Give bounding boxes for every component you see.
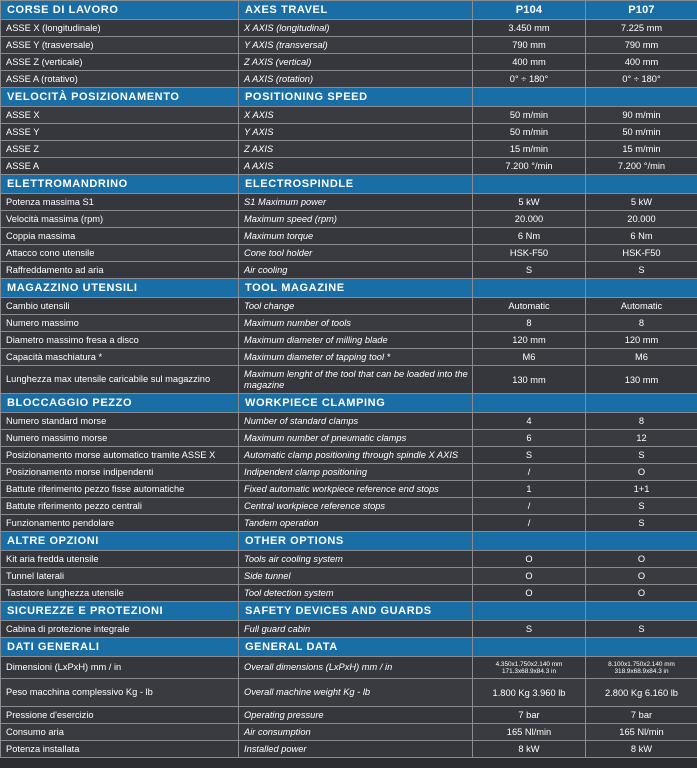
spec-row [1,332,697,349]
cell-label-it: Lunghezza max utensile caricabile sul magazzino [1,366,239,394]
cell-value-p107: 7 bar [586,707,697,724]
cell-label-it: Potenza massima S1 [1,194,239,211]
section-value-p104 [473,88,586,107]
section-value-p107 [586,175,697,194]
cell-label-it: Numero massimo morse [1,430,239,447]
cell-label-en: X AXIS [239,107,473,124]
section-value-p104 [473,638,586,657]
spec-row [1,707,697,724]
spec-row [1,107,697,124]
cell-label-en: Central workpiece reference stops [239,498,473,515]
section-header [1,394,697,413]
cell-value-p104: 20.000 [473,211,586,228]
cell-value-p107: 7.200 °/min [586,158,697,175]
cell-label-en: Automatic clamp positioning through spindle X AXIS [239,447,473,464]
section-header [1,88,697,107]
spec-row [1,194,697,211]
cell-value-p107: HSK-F50 [586,245,697,262]
cell-value-p104: 8 [473,315,586,332]
cell-value-p107: 2.800 Kg 6.160 lb [586,679,697,707]
spec-row [1,245,697,262]
cell-value-p107: 6 Nm [586,228,697,245]
spec-row [1,568,697,585]
cell-label-it: Kit aria fredda utensile [1,551,239,568]
cell-label-en: Tool detection system [239,585,473,602]
spec-row [1,430,697,447]
cell-value-p104: / [473,515,586,532]
cell-value-p104: 3.450 mm [473,20,586,37]
cell-label-en: Maximum number of tools [239,315,473,332]
cell-value-p107: O [586,585,697,602]
spec-row [1,724,697,741]
cell-value-p104: / [473,464,586,481]
cell-label-it: Velocità massima (rpm) [1,211,239,228]
spec-row [1,54,697,71]
cell-label-it: Numero massimo [1,315,239,332]
section-value-p107: P107 [586,1,697,20]
cell-value-p107: Automatic [586,298,697,315]
spec-row [1,211,697,228]
spec-row [1,37,697,54]
cell-value-p104: Automatic [473,298,586,315]
cell-label-en: Z AXIS (vertical) [239,54,473,71]
cell-value-p107: 8 kW [586,741,697,758]
cell-value-p104: O [473,568,586,585]
spec-row [1,413,697,430]
cell-label-it: ASSE A [1,158,239,175]
cell-value-p104: HSK-F50 [473,245,586,262]
spec-row [1,349,697,366]
spec-row [1,262,697,279]
spec-row [1,481,697,498]
cell-label-en: Tool change [239,298,473,315]
cell-value-p104: S [473,621,586,638]
cell-label-it: Raffreddamento ad aria [1,262,239,279]
spec-row [1,741,697,758]
cell-label-en: Cone tool holder [239,245,473,262]
cell-value-p104: 7 bar [473,707,586,724]
cell-label-en: Y AXIS [239,124,473,141]
cell-value-p104: 50 m/min [473,124,586,141]
cell-label-it: Tunnel laterali [1,568,239,585]
cell-label-it: Posizionamento morse indipendenti [1,464,239,481]
cell-label-en: S1 Maximum power [239,194,473,211]
cell-value-p107: 790 mm [586,37,697,54]
spec-row [1,71,697,88]
cell-label-it: ASSE A (rotativo) [1,71,239,88]
cell-value-p104: 165 Nl/min [473,724,586,741]
cell-value-p107: S [586,447,697,464]
cell-label-en: Air cooling [239,262,473,279]
section-header [1,532,697,551]
section-value-p104 [473,279,586,298]
spec-row [1,657,697,679]
spec-row [1,679,697,707]
cell-label-en: Operating pressure [239,707,473,724]
cell-value-p107: 0° ÷ 180° [586,71,697,88]
cell-value-p104: 7.200 °/min [473,158,586,175]
cell-value-p104: S [473,262,586,279]
cell-label-en: Overall machine weight Kg - lb [239,679,473,707]
cell-value-p107: 8.100x1.750x2.140 mm 318.9x68.9x84.3 in [586,657,697,679]
cell-value-p107: S [586,262,697,279]
cell-value-p104: 130 mm [473,366,586,394]
cell-value-p104: 4.350x1.750x2.140 mm 171.3x68.9x84.3 in [473,657,586,679]
section-value-p107 [586,394,697,413]
spec-row [1,585,697,602]
cell-label-en: Number of standard clamps [239,413,473,430]
cell-label-it: ASSE X (longitudinale) [1,20,239,37]
section-label-en: TOOL MAGAZINE [239,279,473,298]
cell-value-p104: 120 mm [473,332,586,349]
section-header [1,1,697,20]
cell-value-p104: S [473,447,586,464]
section-value-p107 [586,602,697,621]
cell-value-p107: 50 m/min [586,124,697,141]
cell-value-p107: 1+1 [586,481,697,498]
cell-label-it: Diametro massimo fresa a disco [1,332,239,349]
spec-row [1,515,697,532]
cell-value-p107: 5 kW [586,194,697,211]
cell-value-p104: 6 Nm [473,228,586,245]
cell-label-it: Capacità maschiatura * [1,349,239,366]
cell-label-it: Cambio utensili [1,298,239,315]
cell-label-it: Attacco cono utensile [1,245,239,262]
cell-label-it: ASSE X [1,107,239,124]
cell-label-en: Maximum diameter of milling blade [239,332,473,349]
cell-value-p104: 1 [473,481,586,498]
section-label-it: BLOCCAGGIO PEZZO [1,394,239,413]
cell-value-p107: 120 mm [586,332,697,349]
cell-label-en: Maximum number of pneumatic clamps [239,430,473,447]
cell-value-p107: 8 [586,315,697,332]
section-label-it: ELETTROMANDRINO [1,175,239,194]
cell-label-en: Side tunnel [239,568,473,585]
cell-value-p104: 50 m/min [473,107,586,124]
section-label-en: POSITIONING SPEED [239,88,473,107]
section-value-p107 [586,532,697,551]
cell-value-p107: 15 m/min [586,141,697,158]
section-label-en: AXES TRAVEL [239,1,473,20]
cell-label-it: Posizionamento morse automatico tramite ASSE X [1,447,239,464]
cell-label-it: Tastatore lunghezza utensile [1,585,239,602]
cell-label-it: Consumo aria [1,724,239,741]
section-value-p107 [586,638,697,657]
cell-value-p107: 165 Nl/min [586,724,697,741]
cell-label-en: Maximum speed (rpm) [239,211,473,228]
cell-label-en: Maximum torque [239,228,473,245]
cell-label-it: Pressione d'esercizio [1,707,239,724]
cell-value-p104: 1.800 Kg 3.960 lb [473,679,586,707]
cell-label-it: Battute riferimento pezzo centrali [1,498,239,515]
cell-label-en: Indipendent clamp positioning [239,464,473,481]
section-value-p104: P104 [473,1,586,20]
cell-value-p104: 0° ÷ 180° [473,71,586,88]
section-header [1,279,697,298]
cell-label-en: Fixed automatic workpiece reference end stops [239,481,473,498]
section-label-en: ELECTROSPINDLE [239,175,473,194]
spec-row [1,298,697,315]
section-header [1,638,697,657]
cell-label-it: Potenza installata [1,741,239,758]
cell-label-it: ASSE Z (verticale) [1,54,239,71]
cell-label-en: Z AXIS [239,141,473,158]
spec-row [1,464,697,481]
cell-label-en: Maximum lenght of the tool that can be loaded into the magazine [239,366,473,394]
spec-row [1,158,697,175]
section-label-en: WORKPIECE CLAMPING [239,394,473,413]
section-label-en: SAFETY DEVICES AND GUARDS [239,602,473,621]
cell-value-p104: 790 mm [473,37,586,54]
spec-row [1,315,697,332]
spec-row [1,20,697,37]
cell-label-it: Cabina di protezione integrale [1,621,239,638]
cell-value-p107: O [586,551,697,568]
section-header [1,175,697,194]
cell-value-p107: S [586,515,697,532]
cell-label-it: ASSE Z [1,141,239,158]
cell-value-p104: 5 kW [473,194,586,211]
cell-label-en: Maximum diameter of tapping tool * [239,349,473,366]
section-label-it: SICUREZZE E PROTEZIONI [1,602,239,621]
cell-label-en: Y AXIS (transversal) [239,37,473,54]
spec-row [1,228,697,245]
cell-label-en: Installed power [239,741,473,758]
cell-label-it: Funzionamento pendolare [1,515,239,532]
cell-value-p107: M6 [586,349,697,366]
cell-value-p104: 6 [473,430,586,447]
spec-row [1,498,697,515]
cell-label-it: Coppia massima [1,228,239,245]
section-value-p104 [473,175,586,194]
spec-row [1,621,697,638]
cell-value-p107: 12 [586,430,697,447]
cell-value-p104: 400 mm [473,54,586,71]
cell-value-p107: O [586,568,697,585]
cell-label-en: X AXIS (longitudinal) [239,20,473,37]
cell-label-en: A AXIS (rotation) [239,71,473,88]
cell-value-p107: 90 m/min [586,107,697,124]
cell-value-p107: 7.225 mm [586,20,697,37]
cell-value-p107: S [586,621,697,638]
cell-value-p104: / [473,498,586,515]
cell-label-en: Tools air cooling system [239,551,473,568]
cell-label-en: Overall dimensions (LxPxH) mm / in [239,657,473,679]
section-label-it: ALTRE OPZIONI [1,532,239,551]
cell-label-en: Air consumption [239,724,473,741]
cell-label-en: Full guard cabin [239,621,473,638]
section-label-it: VELOCITÀ POSIZIONAMENTO [1,88,239,107]
section-label-it: DATI GENERALI [1,638,239,657]
spec-row [1,551,697,568]
cell-label-it: ASSE Y [1,124,239,141]
section-value-p107 [586,88,697,107]
cell-value-p104: O [473,551,586,568]
cell-label-it: ASSE Y (trasversale) [1,37,239,54]
cell-label-it: Peso macchina complessivo Kg - lb [1,679,239,707]
section-value-p104 [473,532,586,551]
cell-value-p107: S [586,498,697,515]
cell-label-it: Battute riferimento pezzo fisse automatiche [1,481,239,498]
section-label-it: CORSE DI LAVORO [1,1,239,20]
spec-row [1,366,697,394]
cell-label-en: A AXIS [239,158,473,175]
cell-value-p107: 8 [586,413,697,430]
cell-label-en: Tandem operation [239,515,473,532]
spec-row [1,141,697,158]
cell-value-p107: 130 mm [586,366,697,394]
cell-value-p107: 400 mm [586,54,697,71]
cell-label-it: Numero standard morse [1,413,239,430]
spec-row [1,447,697,464]
section-label-en: OTHER OPTIONS [239,532,473,551]
cell-value-p104: 4 [473,413,586,430]
cell-value-p107: O [586,464,697,481]
section-value-p104 [473,602,586,621]
section-label-it: MAGAZZINO UTENSILI [1,279,239,298]
cell-value-p107: 20.000 [586,211,697,228]
cell-value-p104: O [473,585,586,602]
section-header [1,602,697,621]
section-label-en: GENERAL DATA [239,638,473,657]
cell-value-p104: M6 [473,349,586,366]
cell-value-p104: 8 kW [473,741,586,758]
cell-value-p104: 15 m/min [473,141,586,158]
cell-label-it: Dimensioni (LxPxH) mm / in [1,657,239,679]
spec-row [1,124,697,141]
section-value-p104 [473,394,586,413]
section-value-p107 [586,279,697,298]
